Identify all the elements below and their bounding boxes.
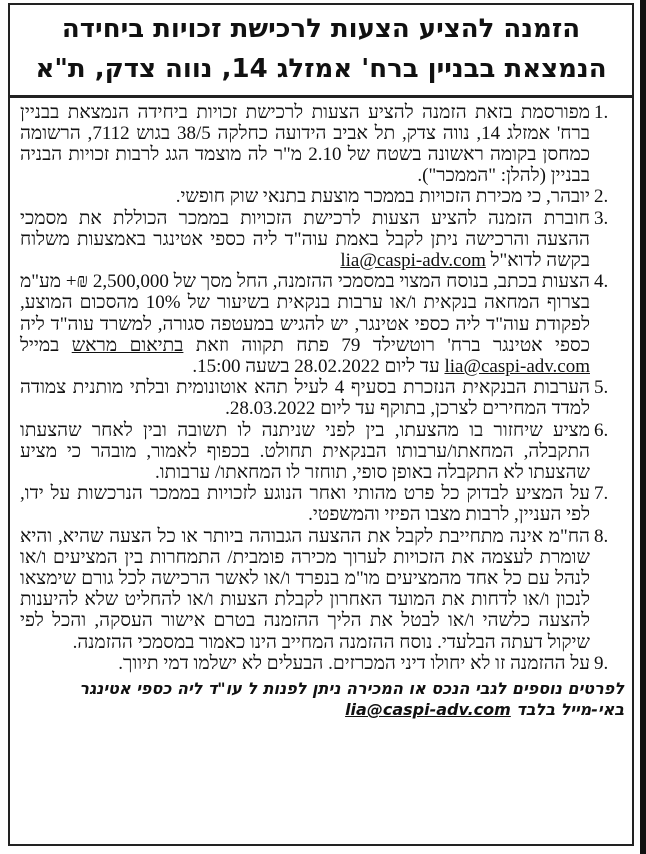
- clause-text: מפורסמת בזאת הזמנה להציע הצעות לרכישת זכויות ביחידה הנמצאת בבניין ברח' אמזלג 14, נווה צדק, תל אביב הידועה כחלקה 38/5 בגוש 7112, הרשומה כמחסן בקומה ראשונה בשטח של 2.10 מ"ר לה מוצמד הגג לרבות זכויות הבניה בבניין (להלן: "הממכר").: [20, 101, 590, 187]
- clause-text-mail: במייל: [20, 334, 60, 356]
- email-link[interactable]: lia@caspi-adv.com: [444, 355, 590, 377]
- email-link[interactable]: lia@caspi-adv.com: [340, 249, 486, 271]
- clause-text: מציע שיחזור בו מהצעתו, בין לפני שניתנה לו תשובה ובין לאחר שהצעתו התקבלה, המחאתו/ערבותו הבנקאית תחולט. בכפוף לאמור, מובהר כי מציע שהצעתו לא התקבלה באופן סופי, תוחזר לו המחאתו/ ערבותו.: [20, 419, 590, 483]
- clause-text: יובהר, כי מכירת הזכויות בממכר מוצעת בתנאי שוק חופשי.: [175, 186, 590, 208]
- notice-frame: [8, 3, 634, 846]
- clause-7: [20, 483, 622, 525]
- clause-number: 4.: [594, 271, 609, 293]
- clause-2: [20, 186, 622, 207]
- clause-5: [20, 377, 622, 419]
- clause-number: 8.: [594, 525, 609, 547]
- notice-body: [10, 102, 632, 674]
- clause-9: [20, 653, 622, 674]
- coordination-note: בתיאום מראש: [71, 334, 184, 356]
- clause-number: 3.: [594, 207, 609, 229]
- clause-number: 9.: [594, 652, 609, 674]
- clause-text: הערבות הבנקאית הנזכרת בסעיף 4 לעיל תהא אוטונומית ובלתי מותנית צמודה למדד המחירים לצרכן, בתוקף עד ליום 28.03.2022.: [20, 377, 590, 420]
- clause-4: [20, 271, 622, 377]
- clause-text: הח"מ אינה מתחייבת לקבל את ההצעה הגבוהה ביותר או כל הצעה שהיא, והיא שומרת לעצמה את הזכויות לערוך מכירה פומבית/ התמחרות בין המציעים ו/או לנהל עם כל אחד מהמציעים מו"מ בנפרד ו/או לאשר הרכישה לכל גורם שימצאו לנכון ו/או לדחות את המועד האחרון לקבלת הצעות ו/או להחליט שלא להיענות להצעה כלשהי ו/או לבטל את הליך ההזמנה בטרם אישור העסקה, והכל לפי שיקול דעתה הבלעדי. נוסח ההזמנה המחייב הינו כאמור במסמכי ההזמנה.: [20, 525, 590, 653]
- clause-number: 1.: [594, 101, 609, 123]
- clause-number: 7.: [594, 483, 609, 505]
- page-edge-rule: [640, 0, 646, 854]
- clause-text: חוברת הזמנה להציע הצעות לרכישת הזכויות בממכר הכוללת את מסמכי ההצעה והרכישה ניתן לקבל באמת עוה"ד ליה כספי אטינגר באמצעות משלוח בקשה לדוא"ל: [20, 207, 590, 271]
- clause-number: 5.: [594, 377, 609, 399]
- clause-1: [20, 102, 622, 187]
- notice-header: [10, 5, 632, 89]
- clause-6: [20, 420, 622, 484]
- clause-number: 6.: [594, 419, 609, 441]
- clause-text: על ההזמנה זו לא יחולו דיני המכרזים. הבעלים לא ישלמו דמי תיווך.: [118, 652, 590, 674]
- clause-deadline: עד ליום 28.02.2022 בשעה 15:00.: [192, 355, 440, 377]
- notice-title-line-1: הזמנה להציע הצעות לרכישת זכויות ביחידה: [61, 14, 581, 44]
- clause-text: הצעות בכתב, בנוסח המצוי במסמכי ההזמנה, החל מסך של 2,500,000 ₪+ מע"מ בצרוף המחאה בנקאית ו/או ערבות בנקאית בשיעור של 10% מהסכום המוצע, לפקודת עוה"ד ליה כספי אטינגר, יש להגיש במעטפה סגורה, למשרד עוה"ד ליה כספי אטינגר ברח' רוטשילד 79 פתח תקווה וזאת: [20, 271, 591, 356]
- notice-title-line-2: הנמצאת בבניין ברח' אמזלג 14, נווה צדק, ת"א: [35, 54, 607, 84]
- clause-number: 2.: [594, 186, 609, 208]
- clause-8: [20, 526, 622, 653]
- clause-text: על המציע לבדוק כל פרט מהותי ואחר הנוגע לזכויות בממכר הנרכשות על ידו, לפי העניין, לרבות מצבו הפיזי והמשפטי.: [20, 483, 590, 526]
- contact-footer: [10, 674, 632, 720]
- footer-email-link[interactable]: lia@caspi-adv.com: [345, 699, 511, 719]
- footer-text: לפרטים נוספים לגבי הנכס או המכירה ניתן לפנות ל עו"ד ליה כספי אטינגר באי-מייל בלבד: [79, 678, 624, 719]
- header-divider: [10, 95, 632, 98]
- clause-3: [20, 208, 622, 272]
